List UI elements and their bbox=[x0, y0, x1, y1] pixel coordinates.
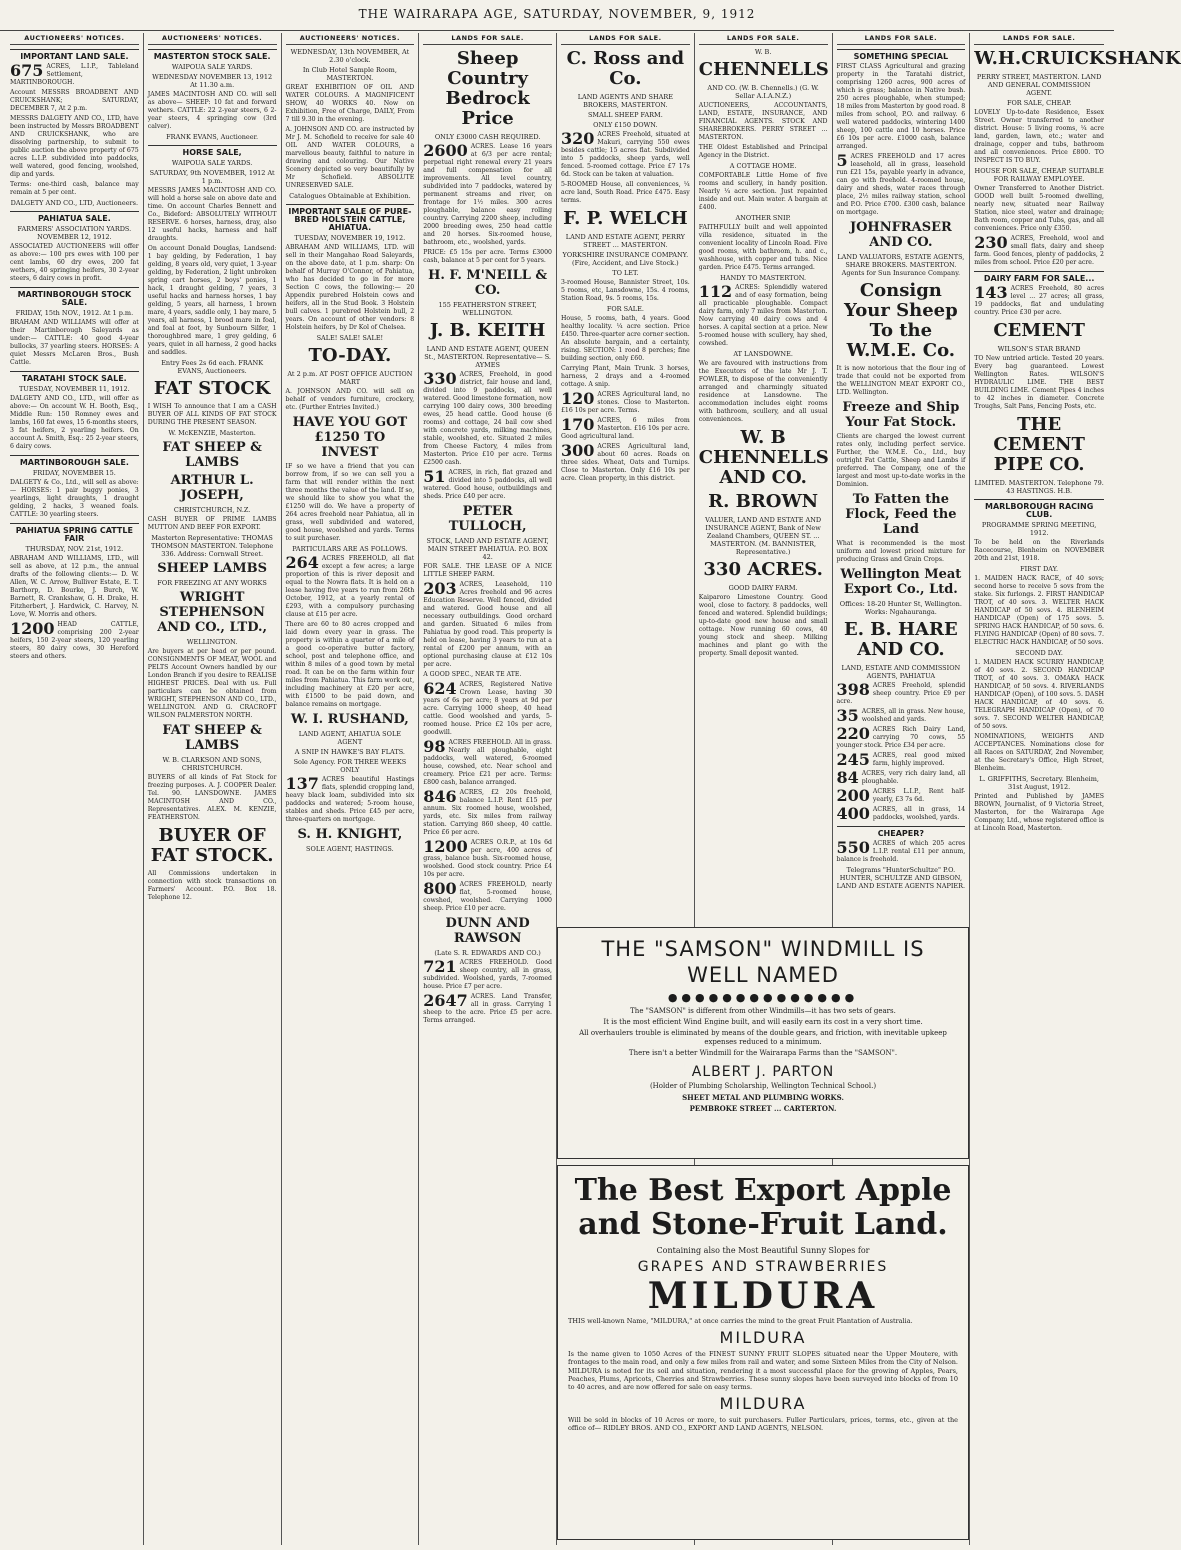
subheading: Sole Agency. FOR THREE WEEKS ONLY bbox=[293, 758, 407, 774]
samson-p2: It is the most efficient Wind Engine built, and will easily earn its cost in a very short time. bbox=[603, 1018, 923, 1026]
subheading: WEDNESDAY, 13th NOVEMBER, At 2.30 o'clock. bbox=[290, 48, 410, 64]
section-heading: SOMETHING SPECIAL bbox=[837, 49, 966, 61]
section-heading: DAIRY FARM FOR SALE... bbox=[974, 271, 1104, 283]
section-heading: MARTINBOROUGH SALE. bbox=[10, 455, 139, 467]
subheading: Catalogues Obtainable at Exhibition. bbox=[289, 192, 411, 200]
column-heading: AUCTIONEERS' NOTICES. bbox=[148, 33, 277, 45]
subheading: YORKSHIRE INSURANCE COMPANY. (Fire, Accident, and Live Stock.) bbox=[562, 251, 689, 267]
display-heading: FAT SHEEP & LAMBS bbox=[162, 440, 262, 470]
newspaper-column-3 bbox=[282, 33, 420, 1545]
listing-acreage: 143 bbox=[974, 283, 1008, 302]
listing-acreage: 170 bbox=[561, 415, 595, 434]
mildura-name3: MILDURA bbox=[719, 1394, 807, 1414]
newspaper-column-4 bbox=[419, 33, 557, 1545]
listing-acreage: 35 bbox=[836, 706, 859, 725]
body-paragraph: I WISH To announce that I am a CASH BUYER OF ALL KINDS OF FAT STOCK DURING THE PRESENT SEASON. bbox=[147, 403, 277, 426]
listing-text: ACRES L.I.P., Rent half-yearly, £3 7s 6d. bbox=[872, 788, 966, 803]
subheading: W. McKENZIE, Masterton. bbox=[168, 429, 256, 437]
mildura-title: The Best Export Apple and Stone-Fruit Land. bbox=[574, 1173, 952, 1242]
column-heading: LANDS FOR SALE. bbox=[974, 33, 1104, 45]
body-paragraph: BRAHAM AND WILLIAMS will offer at their Martinborough Saleyards as under:— CATTLE: 40 good 4-year bullocks, 37 yearling steers. HORSES: A quiet Messrs McLaren Bros., Bush Cattle. bbox=[10, 319, 139, 366]
samson-credentials: (Holder of Plumbing Scholarship, Wellington Technical School.) bbox=[649, 1082, 877, 1090]
body-paragraph: ABRAHAM AND WILLIAMS, LTD., will sell as above, at 12 p.m., the annual drafts of the following clients:— D. W. Allen, W. C. Arrow, Bulliver Estate, E. T. Barthorp, D. Bourke, J. Burch, W. Barnett, R. Crankshaw, G. H. Drake, H. Fitzherbert, J. Hardwick, C. Harvey, N. Love, W. Morris and others. bbox=[10, 555, 139, 618]
body-paragraph: 1. MAIDEN HACK SCURRY HANDICAP, of 40 sovs. 2. SECOND HANDICAP TROT, of 40 sovs. 3. OMAKA HACK HANDICAP, of 50 sovs. 4. RIVERLANDS HANDICAP (Open), of 100 sovs. 5. DASH HACK HANDICAP, of 40 sovs. 6. TELEGRAPH HANDICAP (Open), of 70 sovs. 7. SECOND WELTER HANDICAP, of 50 sovs. bbox=[974, 659, 1104, 730]
land-listing bbox=[423, 789, 552, 837]
subheading: At 2 p.m. AT POST OFFICE AUCTION MART bbox=[287, 370, 413, 386]
subheading: WILSON'S STAR BRAND bbox=[997, 345, 1081, 353]
subheading: HANDY TO MASTERTON. bbox=[720, 274, 807, 282]
subheading: Entry Fees 2s 6d each. FRANK EVANS, Auctioneers. bbox=[161, 359, 264, 375]
listing-text: ACRES Rich Dairy Land, carrying 70 cows, 55 younger stock. Price £34 per acre. bbox=[836, 726, 966, 749]
listing-text: ACRES, Registered Native Crown Lease, having 30 years of 6s per acre; 8 years at 9d per acre. Carrying 1000 sheep, 40 head cattle. Good woolshed and yards, 5-roomed house. Price £2 10s per acre, goodwill. bbox=[423, 681, 552, 736]
subheading: (Late S. R. EDWARDS AND CO.) bbox=[434, 949, 541, 957]
listing-text: ACRES FREEHOLD. All in grass. Nearly all ploughable, eight paddocks, well watered, 6-roomed house, cowshed, etc. Near school and creamery. Price £21 per acre. Terms: £800 cash, balance arranged. bbox=[423, 739, 552, 786]
land-listing bbox=[423, 371, 552, 467]
listing-acreage: 721 bbox=[423, 957, 457, 976]
newspaper-title: THE WAIRARAPA AGE, SATURDAY, NOVEMBER, 9, 1912 bbox=[358, 7, 756, 21]
newspaper-column-2 bbox=[144, 33, 282, 1545]
display-heading: PETER TULLOCH, bbox=[448, 504, 527, 534]
column-heading: LANDS FOR SALE. bbox=[423, 33, 552, 45]
listing-text: HEAD CATTLE, comprising 200 2-year heifers, 150 2-year steers, 120 yearling steers, 80 dairy cows, 30 Hereford steers and others. bbox=[10, 621, 139, 660]
samson-address: PEMBROKE STREET ... CARTERTON. bbox=[689, 1104, 837, 1113]
listing-text: ACRES FREEHOLD, all flat except a few acres; a large proportion of this is river deposit and equal to the Nowra flats. It is held on a lease having five years to run from 26th October, 1912, at a yearly rental of £293, with a compulsory purchasing clause at £15 per acre. bbox=[285, 555, 415, 618]
subheading: SALE! SALE! SALE! bbox=[316, 334, 384, 342]
body-paragraph: CASH BUYER OF PRIME LAMBS MUTTON AND BEEF FOR EXPORT. bbox=[147, 516, 277, 531]
subheading: FARMERS' ASSOCIATION YARDS. NOVEMBER 12, 1912. bbox=[17, 225, 132, 241]
listing-acreage: 98 bbox=[423, 737, 446, 756]
section-heading: IMPORTANT LAND SALE. bbox=[10, 49, 139, 61]
body-paragraph: Printed and Published by JAMES BROWN, Journalist, of 9 Victoria Street, Masterton, for the Wairarapa Age Company, Ltd., whose registered office is at Lincoln Road, Masterton. bbox=[974, 793, 1104, 832]
listing-text: ACRES, all in grass, 14 paddocks, woolshed, yards. bbox=[872, 806, 966, 821]
land-listing bbox=[974, 285, 1104, 317]
section-heading: IMPORTANT SALE OF PURE-BRED HOLSTEIN CATTLE, AHIATUA. bbox=[286, 204, 415, 232]
listing-text: ACRES beautiful Hastings flats, splendid cropping land, heavy black loam, subdivided into six paddocks and watered; 5-room house, stables and sheds. Price £45 per acre, three-quarters on mortgage. bbox=[285, 776, 415, 823]
subheading: L. GRIFFITHS, Secretary. Blenheim, 31st August, 1912. bbox=[979, 775, 1099, 791]
body-paragraph: 1. MAIDEN HACK RACE, of 40 sovs; second horse to receive 5 sovs from the stake. Six furlongs. 2. FIRST HANDICAP TROT, of 40 sovs. 3. WELTER HACK HANDICAP of 50 sovs. 4. BLENHEIM HANDICAP (Open) of 175 sovs. 5. SPRING HACK HANDICAP, of 50 sovs. 6. FLYING HANDICAP (Open) of 80 sovs. 7. ELECTRIC HACK HANDICAP, of 50 sovs. bbox=[974, 575, 1104, 646]
body-paragraph: AUCTIONEERS, ACCOUNTANTS, LAND, ESTATE, INSURANCE, AND FINANCIAL AGENTS. STOCK AND SHAREBROKERS. PERRY STREET ... MASTERTON. bbox=[698, 102, 828, 141]
subheading: ANOTHER SNIP. bbox=[735, 214, 791, 222]
subheading: STOCK, LAND AND ESTATE AGENT, MAIN STREET PAHIATUA. P.O. BOX 42. bbox=[426, 537, 549, 561]
section-heading: PAHIATUA SALE. bbox=[10, 211, 139, 223]
body-paragraph: MESSRS JAMES MACINTOSH AND CO. will hold a horse sale on above date and time. On account Charles Bennett and Co., Bideford: ABSOLUTELY WITHOUT RESERVE. 6 horses, harness, dray, also 12 useful hacks, harness and half draughts. bbox=[147, 187, 277, 242]
subheading: LAND AGENT, AHIATUA SOLE AGENT bbox=[298, 730, 402, 746]
body-paragraph: 5-ROOMED House, all conveniences, ¼ acre land, South Road. Price £475. Easy terms. bbox=[561, 181, 690, 204]
mildura-p1: THIS well-known Name, "MILDURA," at once carries the mind to the great Fruit Plantation of Australia. bbox=[568, 1317, 913, 1325]
body-paragraph: COMFORTABLE Little Home of five rooms and scullery, in handy position. Nearly ¼ acre section. Just repainted inside and out. Main water. A bargain at £400. bbox=[698, 172, 828, 211]
body-paragraph: A. JOHNSON AND CO. are instructed by Mr J. M. Schofield to receive for sale 40 OIL AND WATER COLOURS, a marvellous beauty, faithful to nature in drawing and colouring. Our Native Scenery depicted so very beautifully by Mr Schofield. ABSOLUTE UNRESERVED SALE. bbox=[285, 126, 415, 189]
land-listing bbox=[423, 143, 552, 247]
listing-acreage: 675 bbox=[10, 61, 44, 80]
samson-title: THE "SAMSON" WINDMILL IS WELL NAMED bbox=[601, 937, 925, 987]
subheading: LAND VALUATORS, ESTATE AGENTS, SHARE BROKERS. MASTERTON. Agents for Sun Insurance Company. bbox=[837, 253, 965, 277]
listing-acreage: 84 bbox=[836, 768, 859, 787]
large-display-heading: E. B. HARE AND CO. bbox=[844, 619, 958, 660]
land-listing bbox=[423, 959, 552, 991]
subheading: FRANK EVANS, Auctioneer. bbox=[166, 133, 259, 141]
listing-acreage: 1200 bbox=[423, 837, 468, 856]
subheading: 155 FEATHERSTON STREET, WELLINGTON. bbox=[438, 301, 537, 317]
display-heading: S. H. KNIGHT, bbox=[297, 827, 403, 842]
listing-acreage: 245 bbox=[836, 750, 870, 769]
subheading: HOUSE FOR SALE, CHEAP. SUITABLE FOR RAILWAY EMPLOYEE. bbox=[974, 167, 1104, 183]
land-listing bbox=[10, 621, 139, 661]
subheading: TUESDAY, NOVEMBER 11, 1912. bbox=[19, 385, 130, 393]
listing-acreage: 120 bbox=[561, 389, 595, 408]
land-listing bbox=[423, 581, 552, 669]
display-heading: Wellington Meat Export Co., Ltd. bbox=[840, 567, 962, 597]
large-display-heading: C. Ross and Co. bbox=[566, 48, 685, 89]
listing-acreage: 264 bbox=[285, 553, 319, 572]
subheading: W. B. CLARKSON AND SONS, CHRISTCHURCH. bbox=[162, 756, 262, 772]
large-display-heading: CHENNELLS bbox=[698, 59, 829, 80]
body-paragraph: All Commissions undertaken in connection with stock transactions on Farmers' Account. P.O. Box 18. Telephone 12. bbox=[147, 870, 277, 901]
listing-text: ACRES Freehold, 80 acres level ... 27 acres; all grass, 19 paddocks, flat and undulating country. Price £30 per acre. bbox=[974, 285, 1104, 316]
subheading: PARTICULARS ARE AS FOLLOWS. bbox=[292, 545, 408, 553]
listing-acreage: 112 bbox=[698, 282, 733, 301]
subheading: WAIPOUA SALE YARDS. bbox=[171, 159, 253, 167]
listing-text: ACRES. Land Transfer, all in grass. Carrying 1 sheep to the acre. Price £5 per acre. Terms arranged. bbox=[423, 993, 552, 1024]
large-display-heading: W. B CHENNELLS AND CO. bbox=[698, 427, 829, 488]
listing-acreage: 846 bbox=[423, 787, 457, 806]
listing-text: ACRES, real good mixed farm, highly improved. bbox=[872, 752, 966, 767]
listing-acreage: 220 bbox=[836, 724, 870, 743]
listing-text: ACRES Freehold, situated at Makuri, carrying 550 ewes besides cattle; 15 acres flat. Subdivided into 5 paddocks, sheep yards, well fenced. 5-roomed cottage. Price £7 17s 6d. Stock can be taken at valuation. bbox=[561, 131, 690, 178]
subheading: TUESDAY, NOVEMBER 19, 1912. bbox=[294, 234, 406, 242]
column-heading: LANDS FOR SALE. bbox=[837, 33, 966, 45]
display-heading: W. I. RUSHAND, bbox=[290, 712, 409, 727]
mildura-sub2: GRAPES AND STRAWBERRIES bbox=[637, 1259, 889, 1275]
body-paragraph: 3-roomed House, Bannister Street, 10s. 5 rooms, etc, Lansdowne, 15s. 4 rooms, Station Road, 9s. 5 rooms, 15s. bbox=[561, 279, 690, 302]
listing-acreage: 2647 bbox=[423, 991, 468, 1010]
listing-text: ACRES Agricultural land, about 60 acres. Roads on three sides. Wheat, Oats and Turnips. Close to Masterton. Only £16 10s per acre. Clean property, in this district. bbox=[561, 443, 690, 482]
land-listing bbox=[423, 839, 552, 879]
mildura-name: MILDURA bbox=[647, 1275, 879, 1317]
body-paragraph: On account Donald Douglas, Landsend: 1 bay gelding, by Federation, 1 bay gelding, 8 years old, very quiet, 1 3-year gelding, by Federation, 2 light unbroken spring cart horses, 2 boys' ponies, 1 hack, 1 draught gelding, 7 years, 3 useful hacks and harness horses, 1 bay gelding, 5 years, all harness, 1 brown mare, 4 years, saddle only, 1 bay mare, 5 years, all harness, 1 brood mare in foal, and foal at foot, by Sunbourn Silfer, 1 thoroughbred mare, 1 grey gelding, 6 years, quiet in all harness, 2 good hacks and saddles. bbox=[147, 245, 277, 356]
body-paragraph: THE Oldest Established and Principal Agency in the District. bbox=[698, 144, 828, 159]
subheading: FRIDAY, NOVEMBER 15. bbox=[32, 469, 116, 477]
mildura-sub: Containing also the Most Beautiful Sunny Slopes for bbox=[656, 1246, 870, 1255]
body-paragraph: Account MESSRS BROADBENT AND CRUICKSHANK; SATURDAY, DECEMBER 7, At 2 p.m. bbox=[10, 89, 139, 112]
body-paragraph: ABRAHAM AND WILLIAMS, LTD. will sell in their Mangahao Road Saleyards, on the above date, at 1 p.m. sharp: On behalf of Murray O'Connor, of Pahiatua, who has decided to go in for more Section C cows, the following:— 20 Appendix purebred Holstein cows and heifers, all in the Stud Book. 3 Holstein bull calves. 1 purebred Holstein bull, 2 years. On account of other vendors: 8 Holstein heifers, by Dr Kol of Chelsea. bbox=[285, 244, 415, 331]
newspaper-column-8 bbox=[970, 33, 1181, 1545]
subheading: WAIPOUA SALE YARDS. bbox=[171, 63, 253, 71]
body-paragraph: What is recommended is the most uniform and lowest priced mixture for producing Grass and Grain Crops. bbox=[836, 540, 966, 563]
large-display-heading: J. B. KEITH bbox=[429, 320, 546, 341]
body-paragraph: DALGETY AND CO., LTD., will offer as above:— On account W. H. Booth, Esq., Middle Run: 150 Romney ewes and lambs, 160 fat ewes, 15 6-months steers, 3 fat heifers, 2 yearling heifers. On account A. Smith, Esq.: 25 2-year steers, 6 dairy cows. bbox=[10, 395, 139, 450]
listing-acreage: 624 bbox=[423, 679, 457, 698]
body-paragraph: Clients are charged the lowest current rates only, including perfect service. Further, the W.M.E. Co., Ltd., buy outright Fat Cattle, Sheep and Lambs if preferred. The Company, one of the largest and most up-to-date works in the Dominion. bbox=[836, 433, 966, 488]
large-display-heading: Sheep Country Bedrock Price bbox=[445, 48, 530, 129]
section-heading: CHEAPER? bbox=[837, 826, 966, 838]
large-display-heading: BUYER OF FAT STOCK. bbox=[150, 825, 274, 866]
listing-text: ACRES. Lease 16 years at 6/3 per acre rental; perpetual right renewal every 21 years and full compensation for all improvements. All level country, subdivided into 7 paddocks, watered by permanent streams and river, on frontage for 1½ miles. 300 acres ploughable, balance easy rolling country. Carrying 2200 sheep, including 2000 breeding ewes, 250 head cattle and 20 horses. Six-roomed house, bathroom, etc., woolshed, yards. bbox=[423, 143, 552, 246]
listing-text: ACRES, all in grass. New house, woolshed and yards. bbox=[861, 708, 966, 723]
land-listing bbox=[561, 417, 690, 441]
listing-acreage: 400 bbox=[836, 804, 870, 823]
land-listing bbox=[423, 469, 552, 501]
body-paragraph: PRICE: £5 15s per acre. Terms £3000 cash, balance at 5 per cent for 5 years. bbox=[423, 249, 552, 264]
subheading: VALUER, LAND AND ESTATE AND INSURANCE AGENT, Bank of New Zealand Chambers, QUEEN ST. ... MASTERTON. (M. BANNISTER, Representative.) bbox=[705, 516, 822, 556]
section-heading: HORSE SALE, bbox=[148, 145, 277, 157]
body-paragraph: DALGETY & Co., Ltd., will sell as above:— HORSES: 1 pair buggy ponies, 3 yearlings, light draughts, 1 draught gelding, 2 hacks, 3 weaned foals. CATTLE: 30 yearling steers. bbox=[10, 479, 139, 518]
large-display-heading: F. P. WELCH bbox=[563, 208, 688, 229]
subheading: PROGRAMME SPRING MEETING, 1912. bbox=[981, 521, 1097, 537]
section-heading: MARTINBOROUGH STOCK SALE. bbox=[10, 287, 139, 307]
land-listing bbox=[837, 840, 966, 864]
listing-acreage: 137 bbox=[285, 774, 319, 793]
body-paragraph: A GOOD SPEC., NEAR TE ATE. bbox=[423, 671, 522, 678]
subheading: SOLE AGENT, HASTINGS. bbox=[306, 845, 394, 853]
subheading: AND CO. (W. B. Chennells.) (G. W. Sellar A.I.A.N.Z.) bbox=[707, 84, 819, 100]
land-listing bbox=[837, 770, 966, 786]
listing-acreage: 51 bbox=[423, 467, 446, 486]
subheading: LAND, ESTATE AND COMMISSION AGENTS, PAHIATUA bbox=[841, 664, 961, 680]
body-paragraph: MESSRS DALGETY AND CO., LTD, have been instructed by Messrs BROADBENT AND CRUICKSHANK, who are dissolving partnership, to submit to public auction the above property of 675 acres L.I.P. subdivided into paddocks, well watered, good fencing, woolshed, dip and yards. bbox=[10, 115, 139, 178]
listing-text: ACRES, £2 20s freehold, balance L.I.P. Rent £15 per annum. Six roomed house, woolshed, yards, etc. Six miles from railway station. Carrying 860 sheep, 40 cattle. Price £6 per acre. bbox=[423, 789, 552, 836]
subheading: Telegrams "HunterSchultze" P.O. HUNTER, SCHULTZE AND GIBSON, LAND AND ESTATE AGENTS NAPIER. bbox=[836, 866, 966, 890]
body-paragraph: TO New untried article. Tested 20 years. Every bag guaranteed. Lowest Wellington Rates. WILSON'S HYDRAULIC LIME. THE BEST BUILDING LIME. Cement Pipes 4 inches to 42 inches in diameter. Concrete Troughs, Salt Pans, Fencing Posts, etc. bbox=[974, 355, 1104, 410]
subheading: AT LANSDOWNE. bbox=[733, 350, 793, 358]
large-display-heading: FAT STOCK bbox=[153, 378, 271, 399]
subheading: In Club Hotel Sample Room, MASTERTON. bbox=[302, 66, 397, 82]
listing-text: ACRES, 6 miles from Masterton. £16 10s per acre. Good agricultural land. bbox=[561, 417, 690, 440]
subheading: SATURDAY, 9th NOVEMBER, 1912 At 1 p.m. bbox=[149, 169, 275, 185]
land-listing bbox=[837, 682, 966, 706]
display-heading: FAT SHEEP & LAMBS bbox=[162, 723, 262, 753]
column-heading: LANDS FOR SALE. bbox=[699, 33, 828, 45]
subheading: DALGETY AND CO., LTD, Auctioneers. bbox=[10, 199, 139, 207]
body-paragraph: A. JOHNSON AND CO. will sell on behalf of vendors furniture, crockery, etc. (Further Entries Invited.) bbox=[285, 388, 415, 411]
body-paragraph: Carrying Plant, Main Trunk. 3 horses, harness, 2 drays and a 4-roomed cottage. A snip. bbox=[561, 365, 690, 388]
samson-windmill-ad bbox=[557, 927, 969, 1159]
listing-text: ACRES, L.I.P., Tableland Settlement, MARTINBOROUGH. bbox=[10, 63, 139, 86]
listing-acreage: 5 bbox=[836, 151, 848, 170]
display-heading: Freeze and Ship Your Fat Stock. bbox=[842, 400, 960, 430]
listing-text: ACRES FREEHOLD. Good sheep country, all in grass, subdivided. Woolshed, yards, 7-roomed house. Price £7 per acre. bbox=[423, 959, 552, 990]
subheading: LAND AND ESTATE AGENT, QUEEN St., MASTERTON. Representative— S. AYMES bbox=[424, 345, 552, 369]
subheading: FOR SALE, CHEAP. bbox=[1006, 99, 1072, 107]
display-heading: To Fatten the Flock, Feed the Land bbox=[845, 492, 957, 537]
land-listing bbox=[10, 63, 139, 87]
column-heading: LANDS FOR SALE. bbox=[561, 33, 690, 45]
body-paragraph: FAITHFULLY built and well appointed villa residence, situated in the convenient locality of Lincoln Road. Five good rooms, with bathroom, h. and c., washhouse, with copper and tubs. Nice garden. Price £475. Terms arranged. bbox=[698, 224, 828, 271]
land-listing bbox=[286, 776, 415, 824]
samson-p1: The "SAMSON" is different from other Windmills—it has two sets of gears. bbox=[630, 1007, 896, 1015]
large-display-heading: Consign Your Sheep To the W.M.E. Co. bbox=[844, 280, 958, 361]
body-paragraph: Owner Transferred to Another District. GOOD well built 5-roomed dwelling, nearly new, situated near Railway Station, nice steel, water and drainage; Bath room, copper and Tubs, gas, and all conveniences. Price only £350. bbox=[974, 185, 1104, 232]
subheading: SMALL SHEEP FARM. bbox=[587, 111, 663, 119]
land-listing bbox=[423, 739, 552, 787]
listing-acreage: 330 bbox=[423, 369, 457, 388]
section-heading: PAHIATUA SPRING CATTLE FAIR bbox=[10, 523, 139, 543]
body-paragraph: FIRST CLASS Agricultural and grazing property in the Taratahi district, comprising 1260 acres, 900 acres of which is grass; balance in Native bush. 250 acres ploughable, when stumped; 18 miles from Masterton by good road. 8 miles from school, P.O. and railway. 6 well watered paddocks, wintering 1400 sheep, 100 cattle and 10 horses. Price £6 10s per acre. £1000 cash, balance arranged. bbox=[836, 63, 966, 150]
listing-text: ACRES: Splendidly watered and of easy formation, being all practicable ploughable. Compact dairy farm, only 7 miles from Masterton. Now carrying 40 dairy cows and 4 horses. A capital section at a price. New 5-roomed house with scullery, hay shed, cowshed. bbox=[698, 284, 828, 347]
listing-acreage: 398 bbox=[836, 680, 870, 699]
subheading: WELLINGTON. bbox=[186, 638, 238, 646]
body-paragraph: Kaiparoro Limestone Country. Good wool, close to factory. 8 paddocks, well fenced and watered. Splendid buildings; up-to-date good new house and small cottage. Now running 60 cows, 40 young stock and sheep. Milking machines and plant go with the property. Small deposit wanted. bbox=[698, 594, 828, 657]
subheading: Masterton Representative: THOMAS THOMSON MASTERTON. Telephone 336. Address: Cornwall Street. bbox=[151, 534, 274, 558]
subheading: A SNIP IN HAWKE'S BAY FLATS. bbox=[294, 748, 406, 756]
display-heading: WRIGHT STEPHENSON AND CO., LTD., bbox=[157, 590, 268, 635]
body-paragraph: IF so we have a friend that you can borrow from, if so we can sell you a farm that will render within the next three months the value of the land. If so, we should like to show you what the £1250 will do. We have a property of 264 acres freehold near Pahiatua, all in grass, well subdivided and watered, good house, woolshed and yards. Terms to suit purchaser. bbox=[285, 463, 415, 542]
listing-text: ACRES Agricultural land, no stones. Close to Masterton. £16 10s per acre. Terms. bbox=[561, 391, 690, 414]
listing-acreage: 320 bbox=[561, 129, 595, 148]
large-display-heading: 330 ACRES. bbox=[703, 559, 823, 580]
land-listing bbox=[837, 726, 966, 750]
listing-acreage: 230 bbox=[974, 233, 1008, 252]
newspaper-column-1 bbox=[6, 33, 144, 1545]
body-paragraph: We are favoured with instructions from the Executors of the late Mr J. T. FOWLER, to dispose of the conveniently arranged and charmingly situated residence at Lansdowne. The accommodation includes eight rooms with bathroom, scullery, and all usual conveniences. bbox=[698, 360, 828, 423]
listing-text: ACRES of which 205 acres L.I.P. rental £11 per annum, balance is freehold. bbox=[836, 840, 966, 863]
subheading: WEDNESDAY NOVEMBER 13, 1912 At 11.30 a.m. bbox=[152, 73, 273, 89]
land-listing bbox=[561, 391, 690, 415]
listing-text: ACRES, very rich dairy land, all ploughable. bbox=[861, 770, 966, 785]
mildura-name2: MILDURA bbox=[719, 1328, 807, 1348]
land-listing bbox=[423, 881, 552, 913]
masthead bbox=[0, 0, 1114, 31]
body-paragraph: GREAT EXHIBITION OF OIL AND WATER COLOURS. A MAGNIFICENT SHOW, 40 WORKS 40. Now on Exhibition, Free of Charge, DAILY, From 7 till 9.30 in the evening. bbox=[285, 84, 415, 123]
body-paragraph: House, 5 rooms, bath, 4 years. Good healthy locality. ¼ acre section. Price £450. Three-quarter acre corner section. An absolute bargain, and a certainty, rising. SECTION: 1 rood 8 perches; fine building section, only £60. bbox=[561, 315, 690, 362]
samson-p4: There isn't a better Windmill for the Wairarapa Farms than the "SAMSON". bbox=[628, 1049, 898, 1057]
samson-trade: SHEET METAL AND PLUMBING WORKS. bbox=[682, 1093, 844, 1102]
subheading: CHRISTCHURCH, N.Z. bbox=[173, 506, 251, 514]
subheading: A COTTAGE HOME. bbox=[729, 162, 797, 170]
land-listing bbox=[837, 153, 966, 217]
column-heading: AUCTIONEERS' NOTICES. bbox=[286, 33, 415, 45]
listing-acreage: 550 bbox=[836, 838, 870, 857]
land-listing bbox=[699, 284, 828, 348]
mildura-p2: Is the name given to 1050 Acres of the FINEST SUNNY FRUIT SLOPES situated near the Upper Moutere, with frontages to the main road, and only a few miles from rail and water, and some Sixteen Miles from the City of Nelson. MILDURA is noted for its soil and situation, rendering it a most successful place for the growing of Apples, Pears, Peaches, Plums, Apricots, Cherries and Strawberries. These sunny slopes have been surveyed into blocks of from 10 to 40 acres, and are now offered for sale on easy terms. bbox=[568, 1350, 958, 1392]
large-display-heading: R. BROWN bbox=[708, 491, 819, 512]
body-paragraph: It is now notorious that the flour ing of trade that could not be exported from the WELLINGTON MEAT EXPORT CO., LTD. Wellington. bbox=[836, 365, 966, 396]
listing-acreage: 1200 bbox=[10, 619, 55, 638]
land-listing bbox=[837, 788, 966, 804]
subheading: Offices: 18-20 Hunter St, Wellington. Works: Ngahauranga. bbox=[839, 600, 962, 616]
display-heading: ARTHUR L. JOSEPH, bbox=[170, 473, 254, 503]
land-listing bbox=[837, 806, 966, 822]
body-paragraph: NOMINATIONS, WEIGHTS AND ACCEPTANCES. Nominations close for all Races on SATURDAY, 2nd November, at the Secretary's Office, High Street, Blenheim. bbox=[974, 733, 1104, 772]
subheading: FIRST DAY. bbox=[1020, 565, 1059, 573]
body-paragraph: FOR SALE. THE LEASE OF A NICE LITTLE SHEEP FARM. bbox=[423, 563, 552, 578]
listing-acreage: 2600 bbox=[423, 141, 468, 160]
display-heading: H. F. M'NEILL & CO. bbox=[428, 268, 548, 298]
land-listing bbox=[837, 752, 966, 768]
subheading: LIMITED. MASTERTON. Telephone 79. 43 HASTINGS. H.B. bbox=[974, 479, 1104, 495]
body-paragraph: To be held on the Riverlands Racecourse, Blenheim on NOVEMBER 20th and 21st, 1918. bbox=[974, 539, 1104, 562]
land-listing bbox=[423, 681, 552, 737]
subheading: SECOND DAY. bbox=[1015, 649, 1063, 657]
land-listing bbox=[561, 131, 690, 179]
mildura-ad bbox=[557, 1165, 969, 1540]
display-heading: HAVE YOU GOT £1250 TO INVEST bbox=[292, 415, 408, 460]
listing-text: ACRES, Freehold, in good district, fair house and land, divided into 9 paddocks, all well watered. Good limestone formation, now carrying 100 dairy cows, 300 breeding ewes, 25 head cattle. Good house (6 rooms) and cottage, 24 bail cow shed with concrete yards, milking machines, stable, woolshed, etc. Situated 2 miles from Cheese Factory, 4 miles from Masterton. Price £10 per acre. Terms £2500 cash. bbox=[423, 371, 552, 466]
samson-dots: ●●●●●●●●●●●●●● bbox=[667, 991, 859, 1004]
subheading: LAND AGENTS AND SHARE BROKERS, MASTERTON. bbox=[577, 93, 673, 109]
land-listing bbox=[974, 235, 1104, 267]
subheading: LAND AND ESTATE AGENT, PERRY STREET ... MASTERTON. bbox=[565, 233, 685, 249]
subheading: TO LET. bbox=[612, 269, 639, 277]
large-display-heading: THE CEMENT PIPE CO. bbox=[993, 414, 1085, 475]
large-display-heading: CEMENT bbox=[993, 320, 1085, 341]
listing-acreage: 200 bbox=[836, 786, 870, 805]
subheading: W. B. bbox=[754, 48, 772, 56]
display-heading: SHEEP LAMBS bbox=[157, 561, 268, 576]
large-display-heading: TO-DAY. bbox=[308, 345, 392, 366]
mildura-p3: Will be sold in blocks of 10 Acres or more, to suit purchasers. Fuller Particulars, prices, terms, etc., given at the office of— RIDLEY BROS. AND CO., EXPORT AND LAND AGENTS, NELSON. bbox=[568, 1416, 958, 1433]
subheading: FRIDAY, 15th NOV., 1912. At 1 p.m. bbox=[15, 309, 134, 317]
land-listing bbox=[423, 993, 552, 1025]
listing-text: ACRES Freehold, splendid sheep country. Price £9 per acre. bbox=[836, 682, 966, 705]
listing-acreage: 800 bbox=[423, 879, 457, 898]
body-paragraph: There are 60 to 80 acres cropped and laid down every year in grass. The property is within a quarter of a mile of a good co-operative butter factory, school, post and telephone office, and within 8 miles of a good town by metal road. It can be on the farm within four miles from Pahiatua. This farm work out, including machinery at £20 per acre, with £1500 to be paid down, and balance remains on mortgage. bbox=[285, 621, 415, 708]
listing-acreage: 300 bbox=[561, 441, 595, 460]
subheading: GOOD DAIRY FARM. bbox=[728, 584, 798, 592]
samson-p3: All overhaulers trouble is eliminated by means of the double gears, and friction, with inevitable upkeep expenses reduced to a minimum. bbox=[579, 1029, 947, 1046]
listing-text: ACRES, Leasehold, 110 Acres freehold and 96 acres Education Reserve. Well fenced, divided and watered. Good house and all necessary outbuildings. Good orchard and garden. Situated 6 miles from Pahiatua by good road. This property is held on lease, having 3 years to run at a rental of £200 per annum, with an optional purchasing clause at £12 10s per acre. bbox=[423, 581, 552, 668]
body-paragraph: ASSOCIATED AUCTIONEERS will offer as above:— 100 prs ewes with 100 per cent lambs, 60 dry ewes, 200 fat wethers, 40 springing heifers, 30 2-year steers, 6 dairy cows in profit. bbox=[10, 243, 139, 282]
land-listing bbox=[837, 708, 966, 724]
body-paragraph: Terms: one-third cash, balance may remain at 5 per cent. bbox=[10, 181, 139, 196]
listing-text: ACRES O.R.P., at 10s 6d per acre, 400 acres of grass, balance bush. Six-roomed house, woolshed. Good stock country. Price £4 10s per acre. bbox=[423, 839, 552, 878]
subheading: FOR FREEZING AT ANY WORKS bbox=[157, 579, 267, 587]
samson-advertiser: ALBERT J. PARTON bbox=[691, 1064, 835, 1080]
section-heading: MARLBOROUGH RACING CLUB. bbox=[974, 499, 1104, 519]
body-paragraph: BUYERS of all kinds of Fat Stock for freezing purposes. A. J. COOPER Dealer. Tel. 90. LANSDOWNE. JAMES MACINTOSH AND CO., Representatives. ALEX. M. KENZIE, FEATHERSTON. bbox=[147, 774, 277, 821]
land-listing bbox=[286, 555, 415, 619]
column-heading: AUCTIONEERS' NOTICES. bbox=[10, 33, 139, 45]
listing-text: ACRES FREEHOLD and 17 acres leasehold, all in grass, leasehold run £21 15s, payable yearly in advance, can go with freehold. 4-roomed house, dairy and sheds, water races through place, 2½ miles railway station, school and P.O. Price £700. £300 cash, balance on mortgage. bbox=[836, 153, 966, 216]
listing-text: ACRES, in rich, flat grazed and divided into 5 paddocks, all well watered. Good house, outbuildings and sheds. Price £40 per acre. bbox=[423, 469, 552, 500]
body-paragraph: LOVELY Up-to-date Residence, Essex Street. Owner transferred to another district. House: 5 living rooms, ¼ acre land, garden, lawn, etc.; water and drainage, copper and tubs, bathroom and all conveniences. Price £800. TO INSPECT IS TO BUY. bbox=[974, 109, 1104, 164]
subheading: ONLY £150 DOWN. bbox=[593, 121, 658, 129]
display-heading: DUNN AND RAWSON bbox=[445, 916, 530, 946]
display-heading: JOHNFRASER AND CO. bbox=[849, 220, 952, 250]
section-heading: MASTERTON STOCK SALE. bbox=[148, 49, 277, 61]
subheading: PERRY STREET, MASTERTON. LAND AND GENERAL COMMISSION AGENT. bbox=[976, 73, 1102, 97]
subheading: FOR SALE. bbox=[606, 305, 644, 313]
subheading: THURSDAY, NOV. 21st, 1912. bbox=[25, 545, 124, 553]
body-paragraph: Are buyers at per head or per pound. CONSIGNMENTS OF MEAT, WOOL and PELTS Account Owners handled by our London Branch if you desire to REALISE HIGHEST PRICES. Deal with us. Full particulars can be obtained from WRIGHT, STEPHENSON AND CO., LTD., WELLINGTON. AND G. CRACROFT WILSON PALMERSTON NORTH. bbox=[147, 648, 277, 719]
land-listing bbox=[561, 443, 690, 483]
large-display-heading: W.H.CRUICKSHANK bbox=[974, 48, 1181, 69]
body-paragraph: JAMES MACINTOSH AND CO. will sell as above— SHEEP: 10 fat and forward wethers. CATTLE: 22 2-year steers, 6 2-year steers, 4 springing cow (3rd calver). bbox=[147, 91, 277, 130]
section-heading: TARATAHI STOCK SALE. bbox=[10, 371, 139, 383]
listing-text: ACRES, Freehold, wool and small flats, dairy and sheep farm. Good fences, plenty of paddocks, 2 miles from school. Price £20 per acre. bbox=[974, 235, 1104, 266]
listing-text: ACRES FREEHOLD, nearly flat, 5-roomed house, cowshed, woolshed. Carrying 1000 sheep. Price £10 per acre. bbox=[423, 881, 552, 912]
subheading: ONLY £3000 CASH REQUIRED. bbox=[434, 133, 541, 141]
listing-acreage: 203 bbox=[423, 579, 457, 598]
